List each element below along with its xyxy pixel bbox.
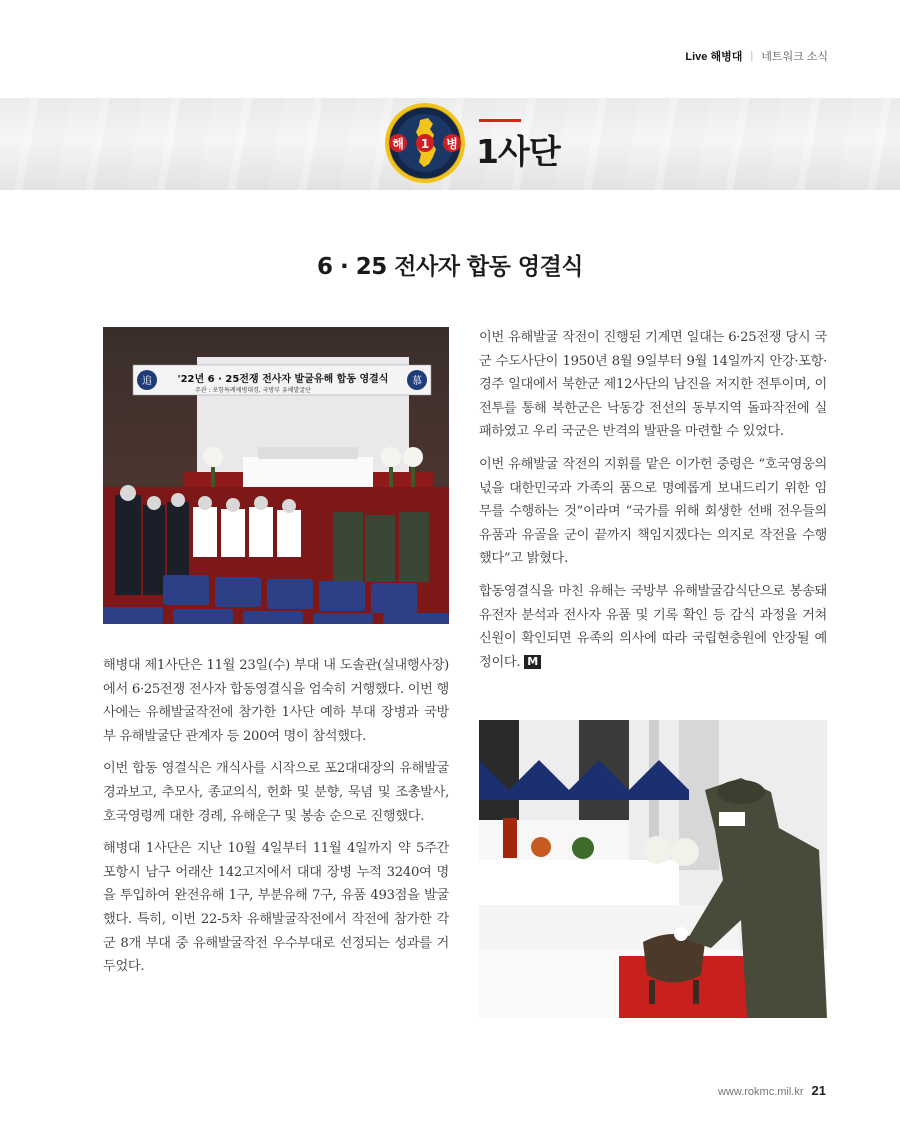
paragraph: 이번 합동 영결식은 개식사를 시작으로 포2대대장의 유해발굴 경과보고, 추모사, 종교의식, 헌화 및 분향, 묵념 및 조총발사, 호국영령께 대한 경례, 유해운구 및 봉송 순으로 진행했다. [103, 761, 449, 824]
paragraph-text: 합동영결식을 마친 유해는 국방부 유해발굴감식단으로 봉송돼 유전자 분석과 전사자 유품 및 기록 확인 등 감식 과정을 거쳐 신원이 확인되면 유족의 의사에 따라 국립현충원에 안장될 예정이다. [479, 583, 827, 670]
end-mark-icon: M [524, 655, 541, 669]
paragraph-last [479, 580, 827, 674]
marine-division-emblem [384, 102, 466, 184]
paragraph: 이번 유해발굴 작전의 지휘를 맡은 이가헌 중령은 “호국영웅의 넋을 대한민국과 가족의 품으로 명예롭게 보내드리기 위한 임무를 수행하는 것”이라며 “국가를 위해 회생한 선배 전우들의 유품과 유골을 군이 끝까지 책임지겠다는 의지로 작전을 수행했다”고 밝혔다. [479, 456, 827, 567]
magazine-brand: Live 해병대 [685, 51, 743, 63]
banner-left-char: 追 [142, 376, 152, 387]
paragraph: 해병대 1사단은 지난 10월 4일부터 11월 4일까지 약 5주간 포항시 남구 어래산 142고지에서 대대 장병 누적 3240여 명을 투입하여 완전유해 1구, 부분유해 7구, 유품 493점을 발굴했다. 특히, 이번 22-5차 유해발굴작전에서 작전에 참가한 각 군 8개 부대 중 유해발굴작전 우수부대로 선정되는 성과를 거두었다. [103, 841, 449, 975]
division-title: 1사단 [476, 132, 560, 171]
ceremony-photo [103, 327, 449, 624]
article-body-right [479, 326, 827, 683]
section-label: 네트워크 소식 [761, 51, 828, 63]
page-footer [718, 1083, 826, 1098]
ceremony-banner-title: '22년 6 · 25전쟁 전사자 발굴유해 합동 영결식 [177, 374, 389, 385]
article-body-left [103, 654, 449, 988]
article-title: 6 · 25 전사자 합동 영결식 [316, 254, 584, 280]
title-accent-bar [479, 119, 521, 122]
header-separator: | [750, 50, 754, 62]
page-number: 21 [811, 1083, 826, 1098]
website-url: www.rokmc.mil.kr [717, 1086, 804, 1098]
incense-offering-photo [479, 720, 827, 1018]
paragraph: 해병대 제1사단은 11월 23일(수) 부대 내 도솔관(실내행사장)에서 6·25전쟁 전사자 합동영결식을 엄숙히 거행했다. 이번 행사에는 유해발굴작전에 참가한 1사단 예하 부대 장병과 국방부 유해발굴단 관계자 등 200여 명이 참석했다. [103, 658, 449, 744]
emblem-letter-1: 해 [392, 137, 404, 151]
header-meta [685, 48, 828, 64]
paragraph: 이번 유해발굴 작전이 진행된 기계면 일대는 6·25전쟁 당시 국군 수도사단이 1950년 8월 9일부터 9월 14일까지 안강·포항·경주 일대에서 북한군 제12사단의 남진을 저지한 전투이며, 이 전투를 통해 북한군은 낙동강 전선의 동부지역 돌파작전에 실패하였고 우리 국군은 반격의 발판을 마련할 수 있었다. [479, 330, 827, 440]
banner-right-char: 慕 [412, 376, 422, 387]
emblem-letter-2: 1 [420, 137, 430, 151]
emblem-letter-3: 병 [446, 137, 458, 151]
ceremony-banner-sub: 주관 : 포항특례해병대경, 국방부 유해발굴단 [195, 387, 311, 394]
